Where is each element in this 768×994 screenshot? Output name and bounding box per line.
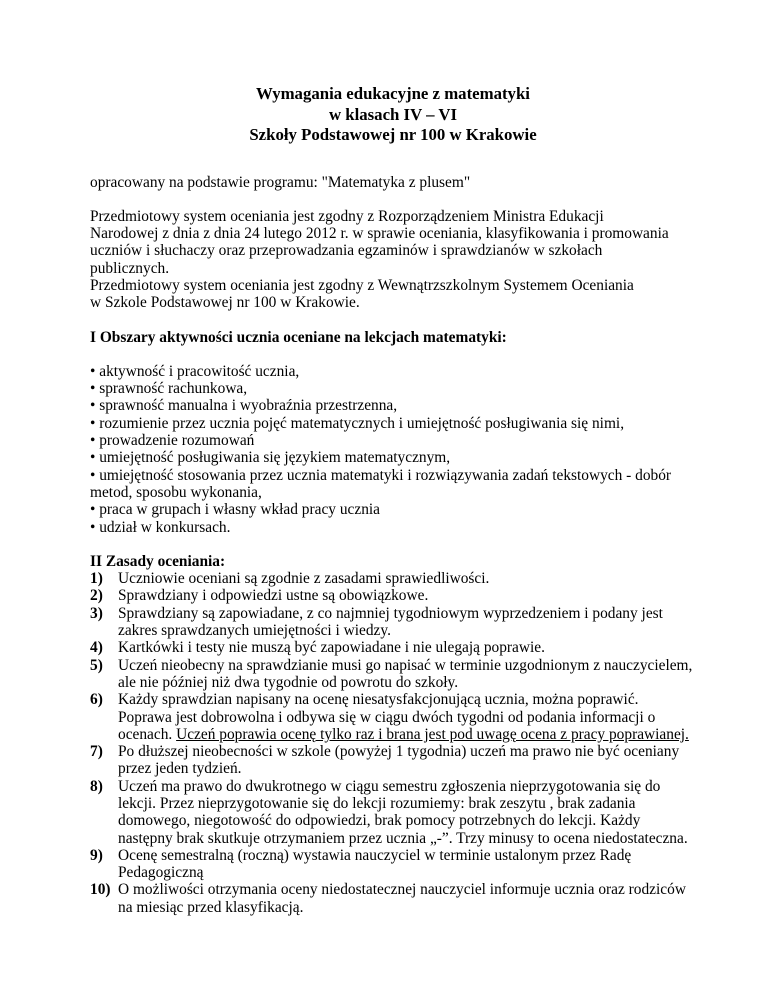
- rule-text: Kartkówki i testy nie muszą być zapowiadane i nie ulegają poprawie.: [118, 639, 545, 657]
- rule-number: 2): [90, 587, 103, 605]
- document-title: [90, 84, 696, 146]
- rule-item: [90, 605, 696, 640]
- paragraph-line: publicznych.: [90, 259, 170, 277]
- activity-list: [90, 363, 696, 536]
- list-item: • prowadzenie rozumowań: [90, 432, 255, 450]
- rule-number: 1): [90, 570, 103, 588]
- document-page: [90, 84, 696, 916]
- rule-item: [90, 881, 696, 916]
- rule-number: 4): [90, 639, 103, 657]
- rule-item: [90, 778, 696, 847]
- rule-item: [90, 570, 696, 587]
- list-item: • rozumienie przez ucznia pojęć matematycznych i umiejętność posługiwania się nimi,: [90, 414, 625, 432]
- list-item: • sprawność manualna i wyobraźnia przestrzenna,: [90, 397, 398, 415]
- intro-text: opracowany na podstawie programu: "Matematyka z plusem": [90, 173, 471, 191]
- list-item: • praca w grupach i własny wkład pracy ucznia: [90, 501, 380, 519]
- rule-text: Ocenę semestralną (roczną) wystawia nauczyciel w terminie ustalonym przez Radę Pedagogiczną: [118, 846, 632, 882]
- title-line-3: Szkoły Podstawowej nr 100 w Krakowie: [249, 125, 537, 144]
- paragraph-line: w Szkole Podstawowej nr 100 w Krakowie.: [90, 294, 360, 312]
- rule-number: 7): [90, 743, 103, 761]
- rules-list: [90, 570, 696, 916]
- paragraph-line: uczniów i słuchaczy oraz przeprowadzania egzaminów i sprawdzianów w szkołach: [90, 242, 603, 260]
- section-2-heading: II Zasady oceniania:: [90, 552, 226, 570]
- rule-number: 3): [90, 604, 103, 622]
- list-item: • umiejętność posługiwania się językiem matematycznym,: [90, 449, 451, 467]
- rule-text: Uczniowie oceniani są zgodnie z zasadami sprawiedliwości.: [118, 570, 490, 588]
- paragraph-line: Narodowej z dnia z dnia 24 lutego 2012 r. w sprawie oceniania, klasyfikowania i promowania: [90, 225, 669, 243]
- section-1-heading: I Obszary aktywności ucznia oceniane na lekcjach matematyki:: [90, 328, 507, 346]
- list-item: • udział w konkursach.: [90, 518, 231, 536]
- rule-text: Każdy sprawdzian napisany na ocenę niesatysfakcjonującą ucznia, można poprawić. Poprawa jest dobrowolna i odbywa się w ciągu dwóch tygodni od podania informacji o ocenach.: [118, 691, 656, 743]
- list-item: • umiejętność stosowania przez ucznia matematyki i rozwiązywania zadań tekstowych - dobór metod, sposobu wykonania,: [90, 466, 672, 501]
- rule-item: [90, 847, 696, 882]
- rule-item: [90, 639, 696, 656]
- rule-item: [90, 587, 696, 604]
- paragraph-line: Przedmiotowy system oceniania jest zgodny z Rozporządzeniem Ministra Edukacji: [90, 207, 604, 225]
- paragraph-line: Przedmiotowy system oceniania jest zgodny z Wewnątrzszkolnym Systemem Oceniania: [90, 276, 634, 294]
- rule-text: Sprawdziany i odpowiedzi ustne są obowiązkowe.: [118, 587, 429, 605]
- rule-underlined-text: Uczeń poprawia ocenę tylko raz i brana jest pod uwagę ocena z pracy poprawianej.: [176, 725, 689, 743]
- rule-number: 10): [90, 881, 111, 899]
- rule-item: [90, 657, 696, 692]
- rule-text: Uczeń ma prawo do dwukrotnego w ciągu semestru zgłoszenia nieprzygotowania się do lekcji. Przez nieprzygotowanie się do lekcji rozumiemy: brak zeszytu , brak zadania domowego, niegotowość do odpowiedzi, brak pomocy potrzebnych do lekcji. Każdy następny brak skutkuje otrzymaniem przez ucznia „-”. Trzy minusy to ocena niedostateczna.: [118, 777, 688, 847]
- rule-text: Sprawdziany są zapowiadane, z co najmniej tygodniowym wyprzedzeniem i podany jest zakres sprawdzanych umiejętności i wiedzy.: [118, 604, 663, 640]
- rule-number: 9): [90, 846, 103, 864]
- rule-text: Uczeń nieobecny na sprawdzianie musi go napisać w terminie uzgodnionym z nauczycielem, ale nie później niż dwa tygodnie od powrotu do szkoły.: [118, 656, 693, 691]
- rule-text: O możliwości otrzymania oceny niedostatecznej nauczyciel informuje ucznia oraz rodziców na miesiąc przed klasyfikacją.: [118, 881, 686, 916]
- rule-item: [90, 691, 696, 743]
- rule-text: Po dłuższej nieobecności w szkole (powyżej 1 tygodnia) uczeń ma prawo nie być oceniany przez jeden tydzień.: [118, 743, 680, 778]
- title-line-1: Wymagania edukacyjne z matematyki: [256, 84, 530, 103]
- legal-paragraph: [90, 208, 696, 312]
- list-item: • sprawność rachunkowa,: [90, 380, 248, 398]
- rule-number: 5): [90, 656, 103, 674]
- list-item: • aktywność i pracowitość ucznia,: [90, 362, 300, 380]
- rule-item: [90, 743, 696, 778]
- title-line-2: w klasach IV – VI: [328, 104, 458, 124]
- rule-number: 8): [90, 777, 103, 795]
- rule-number: 6): [90, 691, 103, 709]
